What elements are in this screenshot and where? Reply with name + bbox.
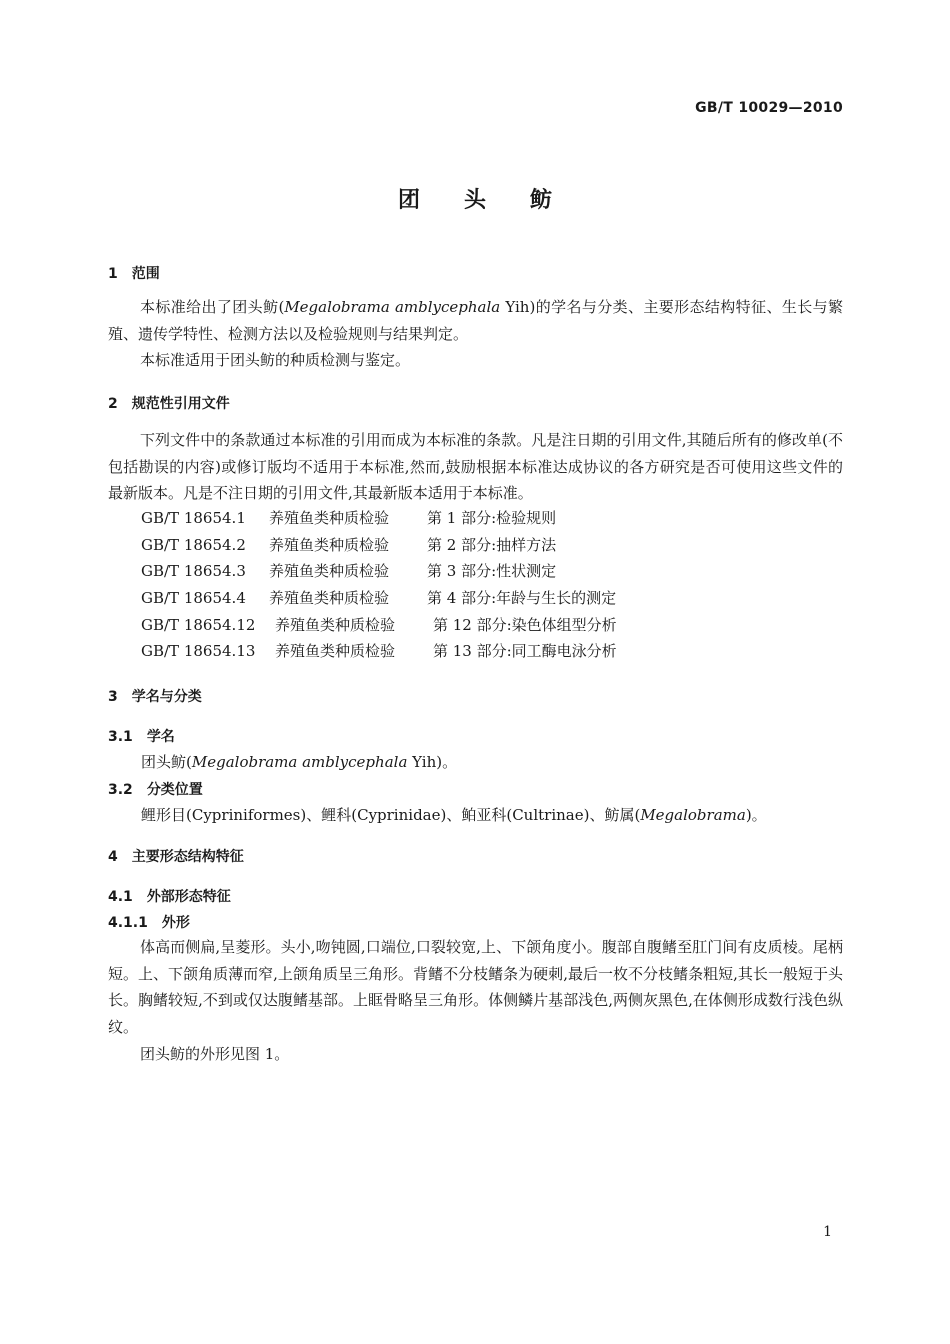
section-title: 学名 bbox=[146, 729, 175, 745]
reference-item bbox=[141, 560, 617, 587]
section-number: 4 bbox=[108, 849, 118, 865]
section-4-heading bbox=[108, 846, 244, 866]
text-run: Yih)的学名与分类、主要形态结构特征、生长与繁殖、遗传学特性、检测方法以及检验规则与结果判定。 bbox=[108, 298, 843, 343]
figure-reference: 团头鲂的外形见图 1。 bbox=[140, 1045, 290, 1063]
section-title: 学名与分类 bbox=[131, 689, 202, 705]
text-run: 本标准给出了团头鲂( bbox=[140, 298, 285, 316]
page-number: 1 bbox=[823, 1224, 832, 1240]
ref-name: 养殖鱼类种质检验 bbox=[269, 562, 390, 581]
ref-part: 第 4 部分:年龄与生长的测定 bbox=[427, 589, 617, 608]
section-number: 4.1.1 bbox=[108, 915, 148, 931]
section-number: 3.2 bbox=[108, 782, 133, 798]
section-number: 1 bbox=[108, 266, 118, 282]
ref-name: 养殖鱼类种质检验 bbox=[269, 509, 390, 527]
section-3-2-text bbox=[141, 804, 767, 825]
text-run: )。 bbox=[745, 806, 767, 824]
section-1-paragraph-2: 本标准适用于团头鲂的种质检测与鉴定。 bbox=[140, 351, 411, 369]
section-title: 外形 bbox=[161, 915, 190, 931]
ref-part: 第 2 部分:抽样方法 bbox=[427, 535, 557, 554]
section-title: 范围 bbox=[131, 266, 160, 282]
reference-item bbox=[141, 587, 617, 614]
ref-code: GB/T 18654.2 bbox=[141, 535, 246, 554]
section-number: 4.1 bbox=[108, 889, 133, 905]
text-run: 团头鲂( bbox=[141, 753, 192, 771]
text-run: 鲤形目(Cypriniformes)、鲤科(Cyprinidae)、鲌亚科(Cultrinae)、鲂属( bbox=[141, 806, 641, 824]
reference-item bbox=[141, 507, 617, 534]
ref-part: 第 1 部分:检验规则 bbox=[427, 509, 557, 527]
section-title: 外部形态特征 bbox=[146, 889, 231, 905]
section-3-1-heading bbox=[108, 726, 175, 746]
section-2-intro: 下列文件中的条款通过本标准的引用而成为本标准的条款。凡是注日期的引用文件,其随后所有的修改单(不包括勘误的内容)或修订版均不适用于本标准,然而,鼓励根据本标准达成协议的各方研究是否可使用这些文件的最新版本。凡是不注日期的引用文件,其最新版本适用于本标准。 bbox=[108, 431, 843, 502]
section-3-heading bbox=[108, 686, 202, 706]
reference-item bbox=[141, 534, 617, 561]
section-title: 主要形态结构特征 bbox=[131, 849, 244, 865]
document-title: 团头鲂 bbox=[397, 188, 596, 213]
latin-name: Megalobrama bbox=[640, 806, 746, 824]
ref-code: GB/T 18654.3 bbox=[141, 562, 246, 581]
ref-code: GB/T 18654.12 bbox=[141, 615, 256, 634]
ref-code: GB/T 18654.1 bbox=[141, 509, 246, 527]
latin-name: Megalobrama amblycephala bbox=[191, 753, 408, 771]
section-4-1-1-heading bbox=[108, 912, 190, 932]
ref-code: GB/T 18654.13 bbox=[141, 642, 256, 661]
section-number: 3 bbox=[108, 689, 118, 705]
ref-code: GB/T 18654.4 bbox=[141, 589, 246, 608]
latin-name: Megalobrama amblycephala bbox=[284, 298, 501, 316]
section-2-heading bbox=[108, 393, 230, 413]
section-4-1-heading bbox=[108, 886, 231, 906]
ref-part: 第 13 部分:同工酶电泳分析 bbox=[433, 642, 617, 661]
section-title: 分类位置 bbox=[146, 782, 203, 798]
reference-list bbox=[141, 507, 617, 667]
section-3-2-heading bbox=[108, 779, 203, 799]
section-1-heading bbox=[108, 263, 160, 283]
standard-code: GB/T 10029—2010 bbox=[695, 100, 843, 116]
ref-name: 养殖鱼类种质检验 bbox=[275, 642, 396, 661]
ref-name: 养殖鱼类种质检验 bbox=[269, 589, 390, 608]
section-4-1-1-paragraph: 体高而侧扁,呈菱形。头小,吻钝圆,口端位,口裂较宽,上、下颌角度小。腹部自腹鳍至肛门间有皮质棱。尾柄短。上、下颌角质薄而窄,上颌角质呈三角形。背鳍不分枝鳍条为硬刺,最后一枚不分枝鳍条粗短,其长一般短于头长。胸鳍较短,不到或仅达腹鳍基部。上眶骨略呈三角形。体侧鳞片基部浅色,两侧灰黑色,在体侧形成数行浅色纵纹。 bbox=[108, 938, 843, 1036]
section-3-1-text bbox=[141, 751, 457, 772]
text-run: Yih)。 bbox=[407, 753, 458, 771]
section-number: 3.1 bbox=[108, 729, 133, 745]
section-1-paragraph-1 bbox=[108, 294, 843, 347]
ref-part: 第 3 部分:性状测定 bbox=[427, 562, 557, 581]
ref-part: 第 12 部分:染色体组型分析 bbox=[433, 615, 617, 634]
section-number: 2 bbox=[108, 396, 118, 412]
ref-name: 养殖鱼类种质检验 bbox=[269, 535, 390, 554]
section-title: 规范性引用文件 bbox=[131, 396, 230, 412]
reference-item bbox=[141, 640, 617, 667]
ref-name: 养殖鱼类种质检验 bbox=[275, 615, 396, 634]
reference-item bbox=[141, 614, 617, 641]
